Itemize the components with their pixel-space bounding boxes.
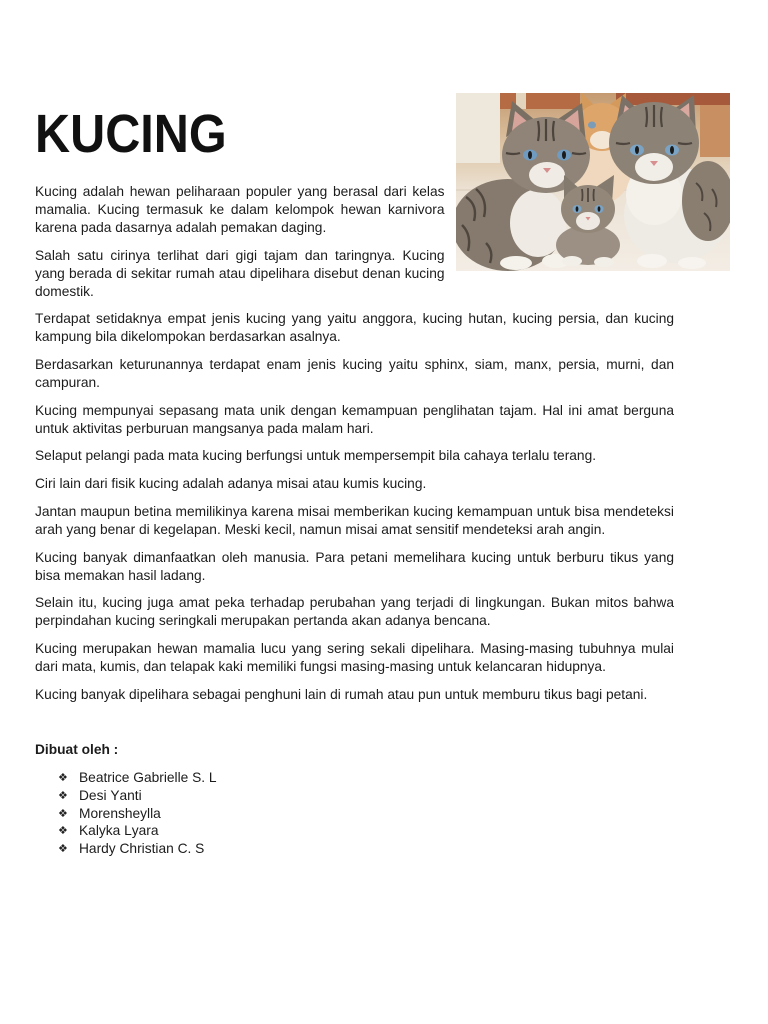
author-name: Beatrice Gabrielle S. L: [79, 770, 217, 785]
paragraph-breeds: Berdasarkan keturunannya terdapat enam jenis kucing yaitu sphinx, siam, manx, persia, murni, dan campuran.: [35, 357, 674, 391]
paragraph-farmers: Kucing banyak dimanfaatkan oleh manusia. Para petani memelihara kucing untuk berburu tikus yang bisa memakan hasil ladang.: [35, 549, 674, 583]
author-list: [35, 769, 435, 858]
paragraph-whisker-function: Jantan maupun betina memilikinya karena misai memberikan kucing kemampuan untuk bisa mendeteksi arah yang benar di kegelapan. Meski kecil, namun misai amat sensitif mendeteksi arah angin.: [35, 503, 674, 537]
paragraph-sensitivity: Selain itu, kucing juga amat peka terhadap perubahan yang terjadi di lingkungan. Bukan mitos bahwa perpindahan kucing seringkali merupakan pertanda akan adanya bencana.: [35, 595, 674, 629]
diamond-bullet-icon: ❖: [58, 806, 68, 820]
paragraph-whiskers: Ciri lain dari fisik kucing adalah adanya misai atau kumis kucing.: [35, 476, 427, 492]
diamond-bullet-icon: ❖: [58, 771, 68, 784]
paragraph-intro: Kucing adalah hewan peliharaan populer yang berasal dari kelas mamalia. Kucing termasuk ke dalam kelompok hewan karnivora karena pada dasarnya adalah pemakan daging.: [35, 184, 445, 235]
author-name: Kalyka Lyara: [79, 823, 159, 839]
paragraph-types: Terdapat setidaknya empat jenis kucing yang yaitu anggora, kucing hutan, kucing persia, dan kucing kampung bila dikelompokan berdasarkan asalnya.: [35, 311, 674, 345]
paragraph-iris: Selaput pelangi pada mata kucing berfungsi untuk mempersempit bila cahaya terlalu terang.: [35, 448, 597, 464]
paragraph-eyes: Kucing mempunyai sepasang mata unik dengan kemampuan penglihatan tajam. Hal ini amat berguna untuk aktivitas perburuan mangsanya pada malam hari.: [35, 402, 674, 436]
diamond-bullet-icon: ❖: [58, 788, 68, 802]
diamond-bullet-icon: ❖: [58, 842, 68, 855]
paragraph-closing: Kucing banyak dipelihara sebagai penghuni lain di rumah atau pun untuk memburu tikus bagi petani.: [35, 686, 648, 702]
credits-heading: Dibuat oleh :: [35, 742, 119, 757]
author-name: Desi Yanti: [79, 787, 142, 803]
page-title: KUCING: [35, 104, 227, 164]
author-item: [35, 769, 435, 787]
author-item: [35, 787, 435, 805]
author-name: Morensheylla: [79, 805, 161, 821]
author-item: [35, 840, 435, 858]
author-name: Hardy Christian C. S: [79, 841, 205, 856]
author-item: [35, 805, 435, 823]
article-body: [35, 183, 674, 713]
author-item: [35, 822, 435, 840]
paragraph-body-functions: Kucing merupakan hewan mamalia lucu yang sering sekali dipelihara. Masing-masing tubuhnya mulai dari mata, kumis, dan telapak kaki memiliki fungsi masing-masing untuk kelancaran hidupnya.: [35, 640, 674, 674]
credits-section: [35, 741, 435, 858]
diamond-bullet-icon: ❖: [58, 824, 68, 838]
paragraph-teeth: Salah satu cirinya terlihat dari gigi tajam dan taringnya. Kucing yang berada di sekitar rumah atau dipelihara disebut denan kucing domestik.: [35, 247, 445, 299]
